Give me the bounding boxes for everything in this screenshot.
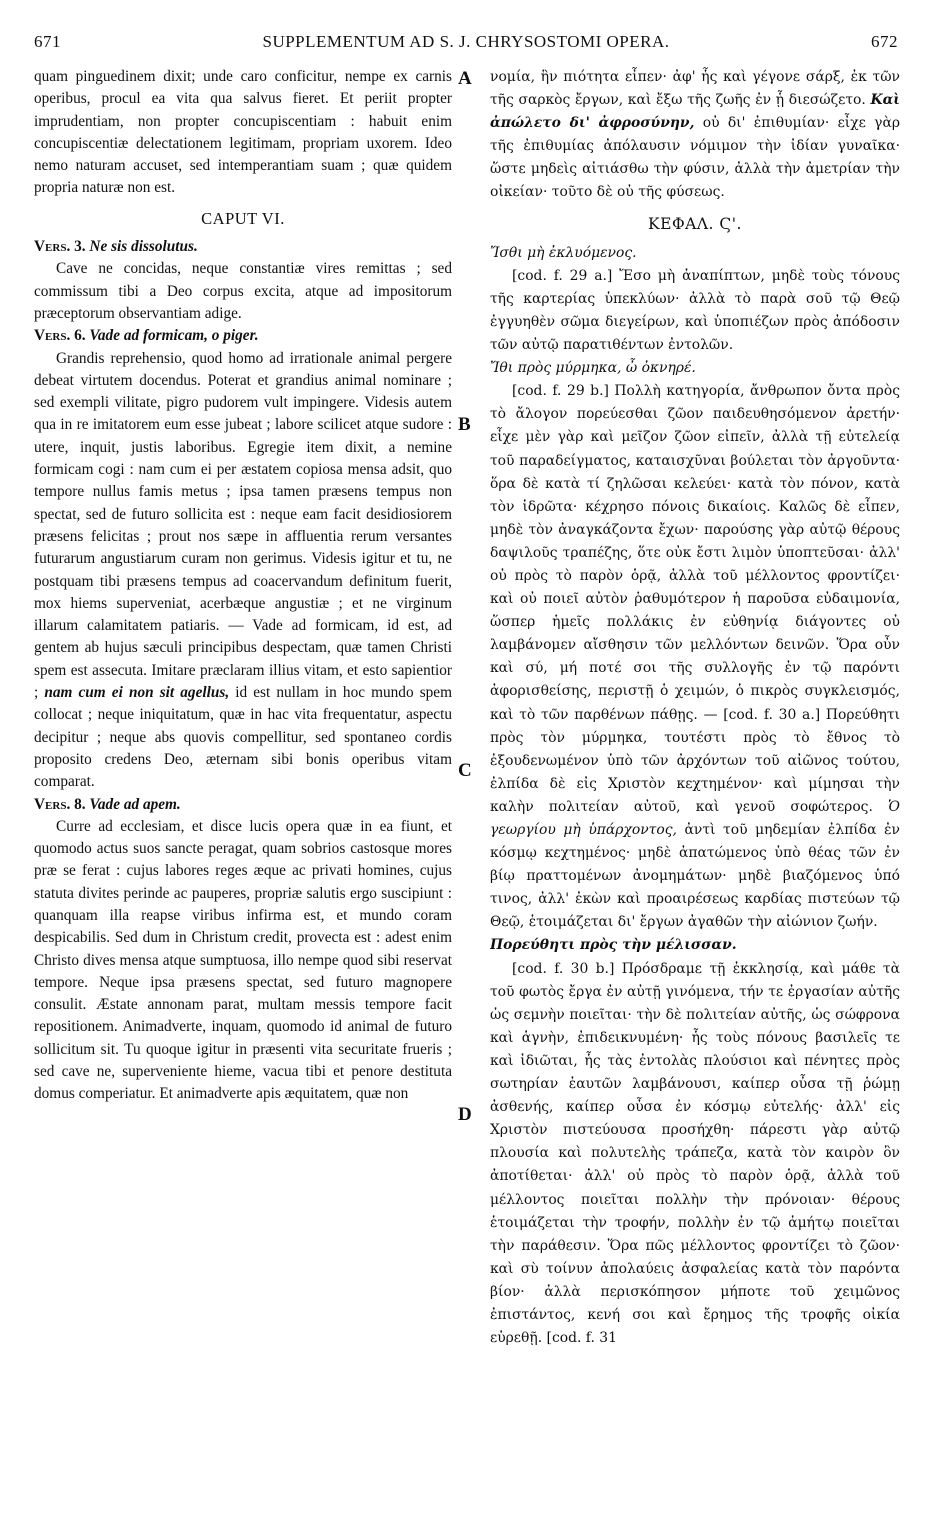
greek-column bbox=[490, 66, 900, 1506]
italic-quote: nam cum ei non sit agellus, bbox=[44, 684, 230, 702]
margin-letter-a: A bbox=[458, 68, 472, 89]
latin-paragraph: Curre ad ecclesiam, et disce lucis opera quæ in ea fiunt, et quomodo actus suos sancte peragat, quam sobrios castosque mores præ se ferat : cujus labores reges æque ac privati homines, cujus statuta divites perinde ac pauperes, propriæ salutis ergo suscipiunt : quanquam illa reapse viribus infirma est, et mundo coram despicabilis. Sed dum in Christum credit, provecta est : adest enim Christo dives mensa atque sumptuosa, illo nempe quod sibi reservat tempore. Neque ipsa præsens spectat, sed futuro magnopere consulit. Æstate annonam parat, multam messis tempore facit repositionem. Animadverte, inquam, quomodo id animal de futuro sollicitum sit. Tu quoque igitur in præsenti vita securitate frueris ; sed cave ne, superveniente hieme, vacua tibi et penore destituta domus comperiatur. Et animadverte apis æquitatem, quæ non bbox=[34, 817, 452, 1103]
latin-column bbox=[34, 66, 452, 1506]
page-number-right: 672 bbox=[871, 32, 898, 51]
italic-quote: Καὶ ἀπώλετο δι' ἀφροσύνην, bbox=[490, 92, 900, 132]
margin-letter-c: C bbox=[458, 760, 472, 781]
verse-title: Ne sis dissolutus. bbox=[89, 238, 198, 256]
running-title: SUPPLEMENTUM AD S. J. CHRYSOSTOMI OPERA. bbox=[262, 32, 670, 51]
latin-paragraph: Cave ne concidas, neque constantiæ vires remittas ; sed commissum tibi a Deo corpus excita, atque ad impositorum præceptorum observantiam adige. bbox=[34, 260, 452, 322]
text-run: Grandis reprehensio, quod homo ad irrationale animal pergere debeat virtutem docendus. Poterat et grandius animal nominare ; sed exempli vilitate, pigro pudorem vult impingere. Videsis autem qua in re imitatorem eum esse jubeat ; labore scilicet atque sudore : utere, inquit, justis laboribus. Egregie item dixit, a nemine formicam cogi : nam cum ei per æstatem copiosa mensa adsit, quo tempore nullus famis metus ; ipsa tamen præsens tempus non spectat, sed de futuro sollicita est : neque eam facit desidiosiorem præsens felicitas ; prout nos sæpe in affluentia rerum versantes futurarum angustiarum curam non gerimus. Videsis igitur et tu, ne postquam tibi præsens tempus ad coacervandum definitum fuerit, mox hiems superveniat, acerbæque angustiæ ; et ne virginum illarum calamitatem patiaris. — Vade ad formicam, id est, ad gentem ab hujus sæculi principibus despectam, quæ tamen Christi spem est assecuta. Imitare præclaram illius vitam, et esto sapientior ; bbox=[34, 349, 452, 702]
greek-paragraph: [cod. f. 30 b.] Πρόσδραμε τῇ ἐκκλησίᾳ, καὶ μάθε τὰ τοῦ φωτὸς ἔργα ἐν αὐτῇ γινόμενα, τήν τε ἐργασίαν αὐτῆς ὡς σεμνὴν ποιεῖται· τὴν δὲ πολιτείαν αὐτῆς, ὡς σώφρονα καὶ ἁγνὴν, ἐπιδεικνυμένη· ἧς τοὺς πόνους βασιλεῖς τε καὶ ἰδιῶται, ἧς τὰς ἐντολὰς πλούσιοι καὶ πένητες πρὸς σωτηρίαν ἑαυτῶν λαμβάνουσι, καίπερ οὖσα τῇ ῥώμῃ ἀσθενής, καίπερ οὖσα ἐν κόσμῳ εὐτελής· ἀλλ' εἰς Χριστὸν πιστεύουσα προσήχθη· πάρεστι γὰρ αὐτῷ πλουσία καὶ πολυτελὴς τράπεζα, κατὰ τὸν καιρὸν ὃν ἀποτίθεται· ἀλλ' οὐ πρὸς τὸ παρὸν ὁρᾷ, ἀλλὰ τοῦ μέλλοντος ποιεῖται πολλὴν τὴν πρόνοιαν· θέρους ἑτοιμάζεται τὴν τροφήν, πολλὴν ἐν τῷ ἀμήτῳ ποιεῖται τὴν παράθεσιν. Ὅρα πῶς μέλλοντος φροντίζει τὸ ζῶον· καὶ σὺ τοίνυν ἀπολαύεις ἀσφαλείας κατὰ τὸν παρόντα βίον· ἀλλὰ περισκόπησον μήποτε τοῦ χειμῶνος ἐπιστάντος, κενή σοι καὶ ἔρημος τῆς τροφῆς οἰκία εὑρεθῇ. [cod. f. 31 bbox=[490, 960, 900, 1347]
italic-quote: Ὁ γεωργίου μὴ ὑπάρχοντος, bbox=[490, 798, 900, 838]
greek-verse-heading: Πορεύθητι πρὸς τὴν μέλισσαν. bbox=[490, 937, 737, 954]
text-run: ἀντὶ τοῦ μηδεμίαν ἐλπίδα ἐν κόσμῳ κεχτημένος· μηδὲ ἀπατώμενος ὑπὸ θέας τῶν ἐν βίῳ πραττομένων ἀνομημάτων· μηδὲ βιαζόμενος ὑπό τινος, ἀλλ' ἐκὼν καὶ προαιρέσεως καρδίας πιστεύων τῷ Θεῷ, ἑτοιμάζεται δι' ἔργων ἀγαθῶν τὴν αἰώνιον ζωήν. bbox=[490, 822, 900, 931]
verse-label: Vers. 3. bbox=[34, 238, 86, 256]
verse-label: Vers. 8. bbox=[34, 795, 86, 813]
greek-chapter-heading: ΚΕΦΑΛ. Ϛ'. bbox=[648, 214, 742, 233]
verse-label: Vers. 6. bbox=[34, 327, 86, 345]
greek-verse-heading: Ἴθι πρὸς μύρμηκα, ὦ ὀκνηρέ. bbox=[490, 360, 696, 377]
text-run: νομία, ἣν πιότητα εἶπεν· ἀφ' ἧς καὶ γέγονε σάρξ, ἐκ τῶν τῆς σαρκὸς ἔργων, καὶ ἔξω τῆς ζωῆς ἐν ᾗ διεσώζετο. bbox=[490, 69, 900, 109]
greek-paragraph bbox=[490, 380, 900, 934]
text-run: οὐ δι' ἐπιθυμίαν· εἶχε γὰρ τῆς ἐπιθυμίας ἀπόλαυσιν νόμιμον τὴν ἰδίαν γυναῖκα· ὥστε μηδεὶς αἰτιάσθω τὴν φύσιν, ἀλλὰ τὴν ἀμετρίαν τὴν οἰκείαν· τοῦτο δὲ οὐ τῆς φύσεως. bbox=[490, 115, 900, 201]
text-run: [cod. f. 29 b.] Πολλὴ κατηγορία, ἄνθρωπον ὄντα πρὸς τὸ ἄλογον πορεύεσθαι ζῶον παιδευθησόμενον ἀρετήν· εἶχε μὲν γὰρ καὶ μεῖζον ζῶον εἰπεῖν, ἀλλὰ τῇ εὐτελείᾳ τοῦ παραδείγματος, καταισχῦναι βούλεται τὸν ἀργοῦντα· ὅρα δὲ κατὰ τί ζηλῶσαι κελεύει· κατὰ τὸν πόνον, κατὰ τὸν ἱδρῶτα· κέχρησο πόνοις δικαίοις. Καλῶς δὲ εἶπεν, μηδὲ τὸν ἀναγκάζοντα ἔχων· παρούσης γὰρ αὐτῷ θέρους δαψιλοῦς τραπέζης, ὅτε οὐκ ἔστι λιμὸν ὑποπτεῦσαι· ἀλλ' οὐ πρὸς τὸ παρὸν ὁρᾷ, ἀλλὰ τοῦ μέλλοντος φροντίζει· καὶ οὐ ποιεῖ αὐτὸν ῥαθυμότερον ἡ παροῦσα εὐδαιμονία, ὥσπερ ἡμεῖς πολλάκις ἐν εὐθηνίᾳ διάγοντες οὐ λαμβάνομεν αἴσθησιν τῶν μελλόντων δεινῶν. Ὅρα οὖν καὶ σύ, μή ποτέ σοι τῆς συλλογῆς ἐν τῷ παρόντι ἀφορισθείσης, περιστῇ ὁ χειμών, ὁ πικρὸς συγκλεισμός, καὶ τὸ τῶν παρθένων πάθῃς. — [cod. f. 30 a.] Πορεύθητι πρὸς τὸν μύρμηκα, τουτέστι πρὸς τὸ ἔθνος τὸ ἐξουδενωμένον ὑπὸ τῶν ἀρχόντων τοῦ αἰῶνος τούτου, ἐλπίδα δὲ εἰς Χριστὸν κεχτημένον· καὶ μίμησαι τὴν καλὴν πολιτείαν αὐτοῦ, καὶ γενοῦ σοφώτερος. bbox=[490, 383, 900, 815]
page-header bbox=[34, 32, 898, 56]
page-number-left: 671 bbox=[34, 32, 61, 51]
latin-verse-heading bbox=[34, 794, 452, 816]
margin-letter-b: B bbox=[458, 414, 471, 435]
latin-paragraph: quam pinguedinem dixit; unde caro conficitur, nempe ex carnis operibus, procul ea vita qua salvus fieret. Et periit propter imprudentiam, non propter concupiscentiam : habuit enim concupiscentiæ delectationem legitimam, propriam uxorem. Ideo nemo naturam accuset, sed intemperantiam suam ; quæ quidem propria naturæ non est. bbox=[34, 68, 452, 197]
greek-paragraph: [cod. f. 29 a.] Ἔσο μὴ ἀναπίπτων, μηδὲ τοὺς τόνους τῆς καρτερίας ὑπεκλύων· ἀλλὰ τὸ παρὰ σοῦ τῷ Θεῷ ἐγγυηθὲν σῶμα διεγείρων, καὶ ὑποπιέζων πρὸς ἀπόδοσιν τῶν αὐτῷ παρατιθέντων ἐντολῶν. bbox=[490, 267, 900, 354]
latin-chapter-heading: CAPUT VI. bbox=[201, 208, 285, 228]
latin-verse-heading bbox=[34, 325, 452, 347]
verse-title: Vade ad apem. bbox=[89, 795, 181, 813]
greek-paragraph bbox=[490, 66, 900, 205]
greek-verse-heading: Ἴσθι μὴ ἐκλυόμενος. bbox=[490, 244, 637, 261]
verse-title: Vade ad formicam, o piger. bbox=[89, 327, 259, 345]
latin-paragraph bbox=[34, 348, 452, 794]
latin-verse-heading bbox=[34, 236, 452, 258]
text-run: id est nullam in hoc mundo spem collocat ; neque iniquitatum, quæ in hac vita frequentatur, aspectu decipitur ; neque abs quovis compellitur, sed spontaneo cordis proposito credens Deo, æternam sibi bonis operibus vitam comparat. bbox=[34, 684, 452, 791]
margin-letter-d: D bbox=[458, 1104, 472, 1125]
